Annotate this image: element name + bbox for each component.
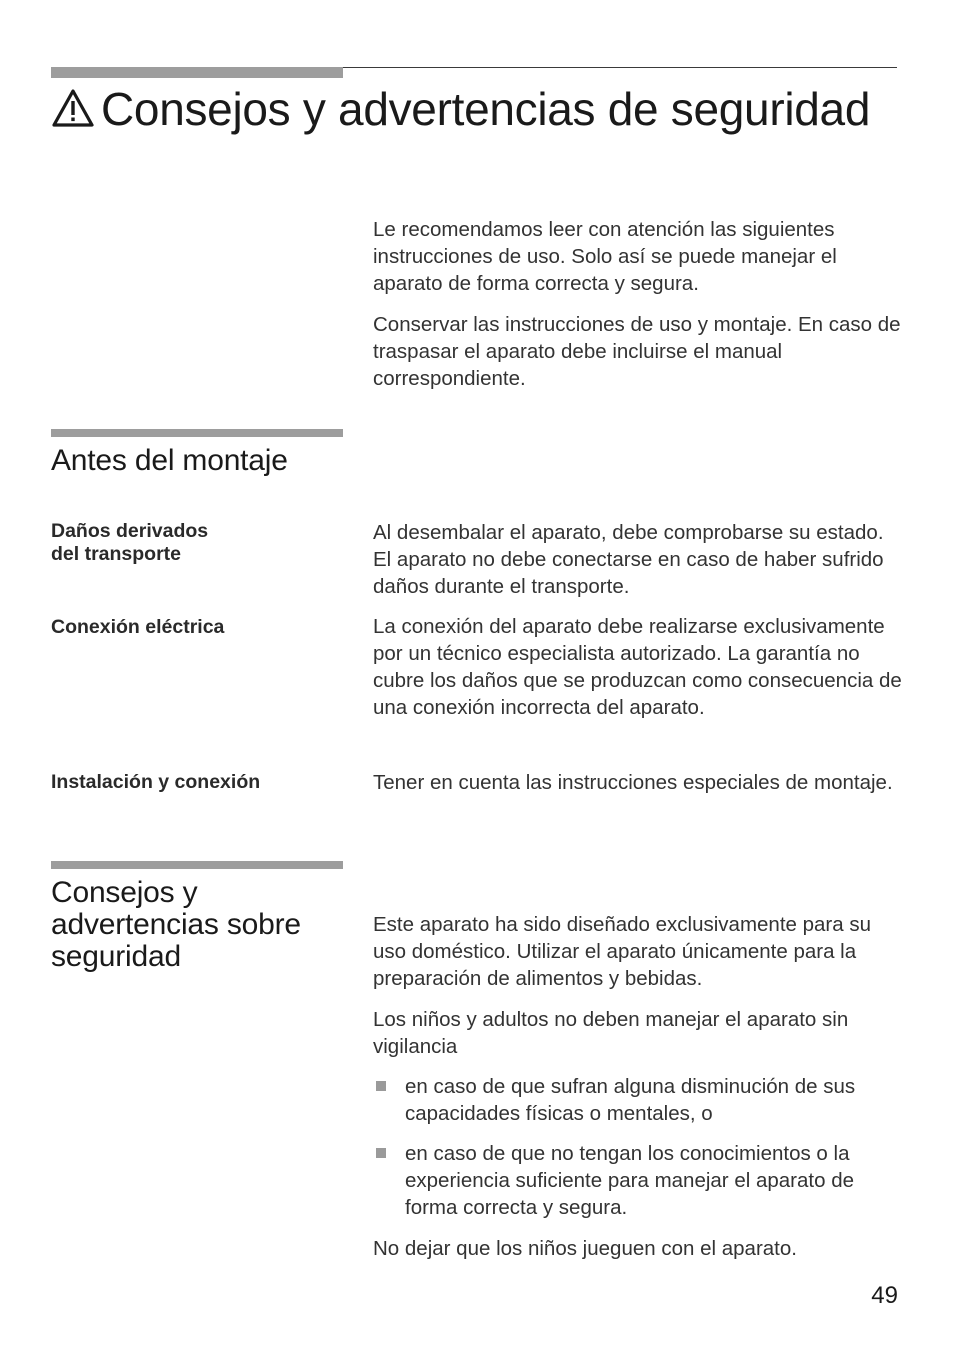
label-electrical-connection: Conexión eléctrica: [51, 616, 225, 638]
heading-line: seguridad: [51, 940, 181, 973]
page-number: 49: [871, 1282, 898, 1309]
title-rule-bar: [51, 67, 343, 78]
title-rule-line: [343, 67, 897, 68]
text-transport-damage: Al desembalar el aparato, debe comprobarse su estado. El aparato no debe conectarse en caso de haber sufrido daños durante el transporte.: [373, 521, 884, 598]
section-rule-bar: [51, 429, 343, 437]
square-bullet-icon: [376, 1081, 386, 1091]
list-item-text: en caso de que no tengan los conocimientos o la experiencia suficiente para manejar el aparato de forma correcta y segura.: [405, 1142, 854, 1219]
label-line: del transporte: [51, 543, 182, 565]
safety-paragraph-2: Los niños y adultos no deben manejar el aparato sin vigilancia: [373, 1008, 849, 1058]
page-title-text: Consejos y advertencias de seguridad: [101, 83, 871, 135]
square-bullet-icon: [376, 1148, 386, 1158]
section-heading-antes-del-montaje: Antes del montaje: [51, 444, 288, 477]
text-installation: Tener en cuenta las instrucciones especiales de montaje.: [373, 771, 893, 794]
heading-line: Consejos y: [51, 876, 198, 909]
label-installation: Instalación y conexión: [51, 771, 261, 793]
section-heading-safety: [51, 877, 351, 973]
intro-paragraph-1: Le recomendamos leer con atención las siguientes instrucciones de uso. Solo así se puede manejar el aparato de forma correcta y segura.: [373, 218, 837, 295]
page-title: [51, 83, 911, 135]
heading-line: advertencias sobre: [51, 908, 301, 941]
label-line: Daños derivados: [51, 520, 209, 542]
warning-triangle-icon: [51, 88, 95, 128]
closing-paragraph: No dejar que los niños jueguen con el aparato.: [373, 1237, 797, 1260]
safety-paragraph-1: Este aparato ha sido diseñado exclusivamente para su uso doméstico. Utilizar el aparato únicamente para la preparación de alimentos y bebidas.: [373, 913, 872, 990]
text-electrical-connection: La conexión del aparato debe realizarse exclusivamente por un técnico especialista autorizado. La garantía no cubre los daños que se produzcan como consecuencia de una conexión incorrecta del aparato.: [373, 615, 902, 719]
section-rule-bar: [51, 861, 343, 869]
intro-paragraph-2: Conservar las instrucciones de uso y montaje. En caso de traspasar el aparato debe incluirse el manual correspondiente.: [373, 313, 901, 390]
list-item-text: en caso de que sufran alguna disminución de sus capacidades físicas o mentales, o: [405, 1075, 856, 1125]
label-transport-damage: [51, 520, 351, 566]
